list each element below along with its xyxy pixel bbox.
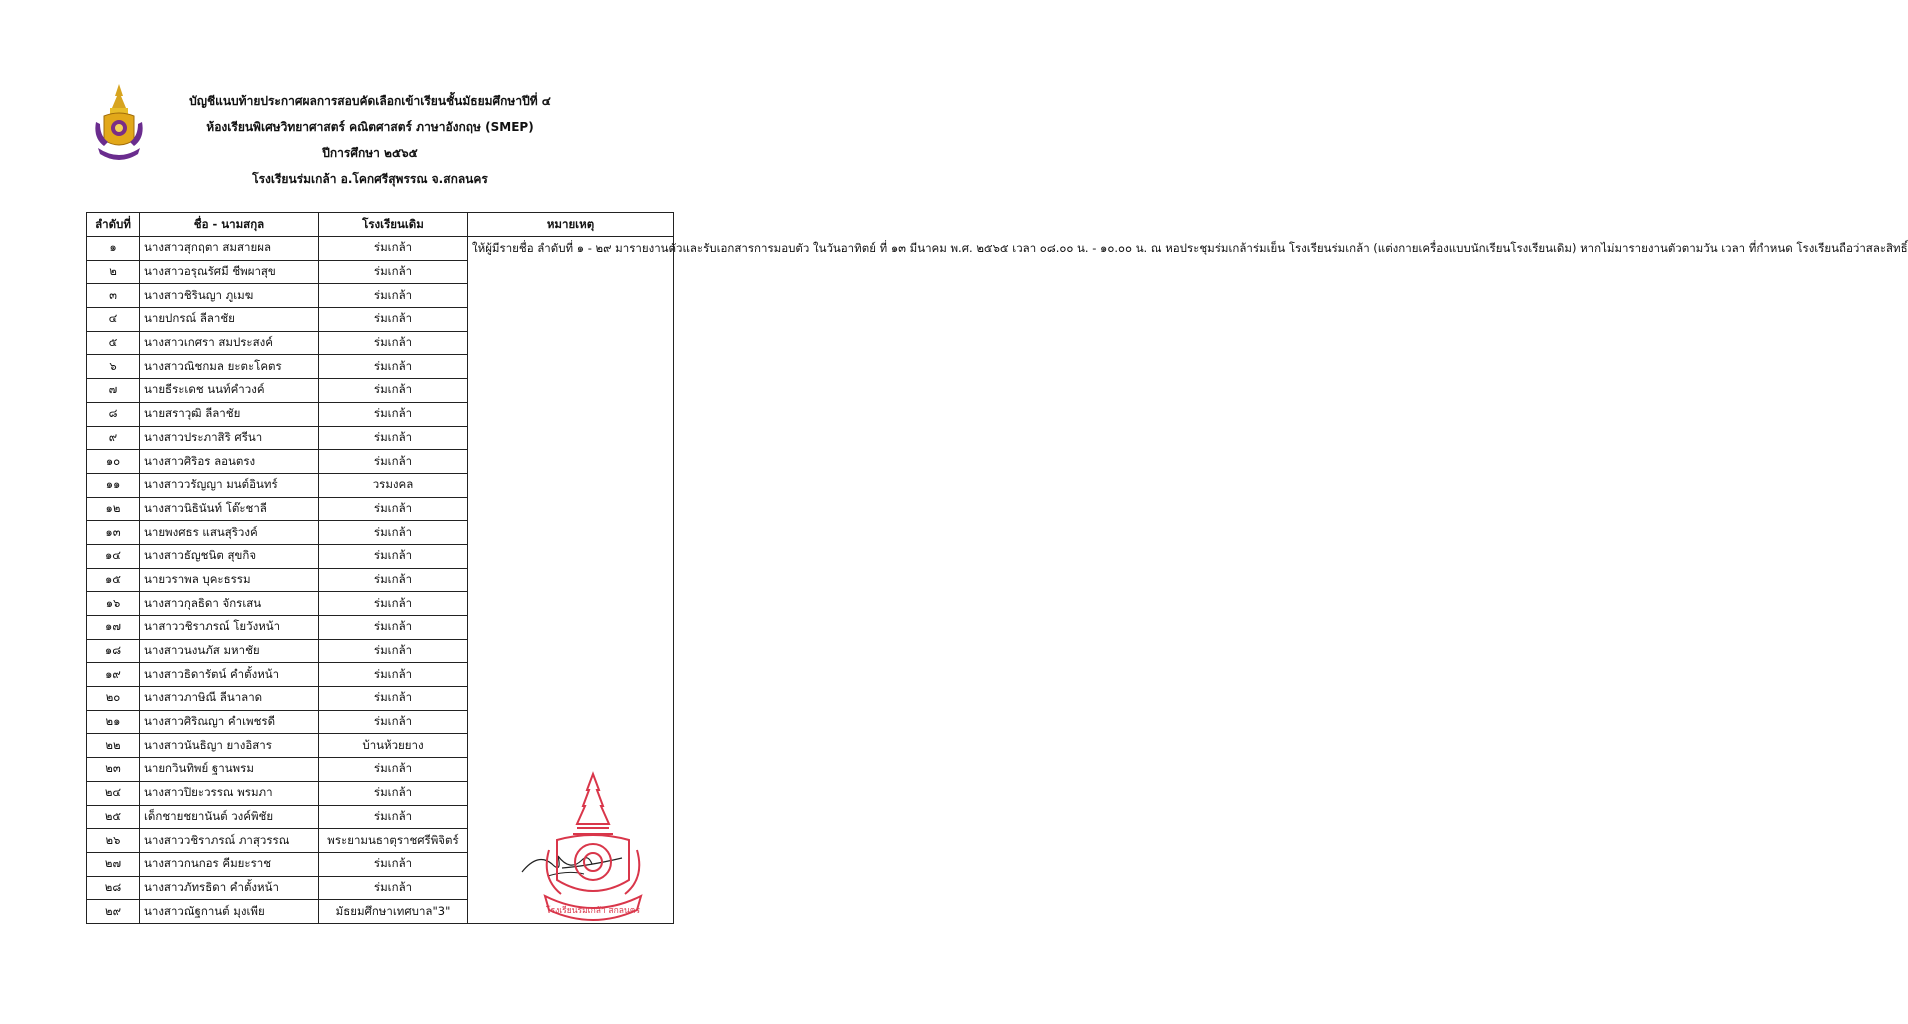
seal-text: โรงเรียนร่มเกล้า สกลนคร: [545, 906, 641, 916]
former-school: ร่มเกล้า: [319, 876, 468, 900]
school-crest-icon: [90, 82, 148, 164]
student-name: นางสาวณัฐกานต์ มุงเพีย: [140, 900, 319, 924]
row-number: ๑๓: [87, 521, 140, 545]
former-school: ร่มเกล้า: [319, 663, 468, 687]
former-school: ร่มเกล้า: [319, 521, 468, 545]
row-number: ๒๙: [87, 900, 140, 924]
row-number: ๑๖: [87, 592, 140, 616]
student-name: นางสาวณิชกมล ยะตะโคตร: [140, 355, 319, 379]
former-school: ร่มเกล้า: [319, 497, 468, 521]
row-number: ๒: [87, 260, 140, 284]
student-name: นางสาวเกศรา สมประสงค์: [140, 331, 319, 355]
student-name: นางสาวภาษิณี ลีนาลาด: [140, 687, 319, 711]
table-header-row: [87, 213, 674, 237]
student-name: นางสาววรัญญา มนต์อินทร์: [140, 473, 319, 497]
former-school: ร่มเกล้า: [319, 260, 468, 284]
header-line-3: ปีการศึกษา ๒๕๖๕: [322, 146, 418, 160]
student-name: นางสาวศิริอร ลอนตรง: [140, 450, 319, 474]
student-name: นางสาวประภาสิริ ศรีนา: [140, 426, 319, 450]
student-name: นายปกรณ์ ลีลาชัย: [140, 308, 319, 332]
former-school: ร่มเกล้า: [319, 852, 468, 876]
row-number: ๘: [87, 402, 140, 426]
former-school: ร่มเกล้า: [319, 710, 468, 734]
former-school: ร่มเกล้า: [319, 355, 468, 379]
former-school: ร่มเกล้า: [319, 592, 468, 616]
row-number: ๑๘: [87, 639, 140, 663]
former-school: ร่มเกล้า: [319, 781, 468, 805]
student-name: นางสาววชิราภรณ์ ภาสุวรรณ: [140, 829, 319, 853]
former-school: ร่มเกล้า: [319, 568, 468, 592]
document-header: [160, 88, 580, 192]
row-number: ๗: [87, 379, 140, 403]
note-cell: ให้ผู้มีรายชื่อ ลำดับที่ ๑ - ๒๙ มารายงานตัวและรับเอกสารการมอบตัว ในวันอาทิตย์ ที่ ๑๓ มีนาคม พ.ศ. ๒๕๖๕ เวลา ๐๘.๐๐ น. - ๑๐.๐๐ น. ณ หอประชุมร่มเกล้าร่มเย็น โรงเรียนร่มเกล้า (แต่งกายเครื่องแบบนักเรียนโรงเรียนเดิม) หากไม่มารายงานตัวตามวัน เวลา ที่กำหนด โรงเรียนถือว่าสละสิทธิ์: [468, 237, 674, 924]
row-number: ๕: [87, 331, 140, 355]
student-name: นางสาวธิดารัตน์ คำตั้งหน้า: [140, 663, 319, 687]
table-row: [87, 237, 674, 261]
row-number: ๑๕: [87, 568, 140, 592]
column-header-school: โรงเรียนเดิม: [319, 213, 468, 237]
row-number: ๑๗: [87, 616, 140, 640]
student-name: นางสาวชิรินญา ภูเมฆ: [140, 284, 319, 308]
row-number: ๒๐: [87, 687, 140, 711]
former-school: มัธยมศึกษาเทศบาล"3": [319, 900, 468, 924]
row-number: ๑๒: [87, 497, 140, 521]
former-school: บ้านห้วยยาง: [319, 734, 468, 758]
student-name: นางสาวภัทรธิดา คำตั้งหน้า: [140, 876, 319, 900]
former-school: ร่มเกล้า: [319, 758, 468, 782]
student-name: นางสาวปิยะวรรณ พรมภา: [140, 781, 319, 805]
student-name: นายสราวุฒิ ลีลาชัย: [140, 402, 319, 426]
header-line-1: บัญชีแนบท้ายประกาศผลการสอบคัดเลือกเข้าเรียนชั้นมัธยมศึกษาปีที่ ๔: [189, 94, 551, 108]
student-name: นางสาวกุลธิดา จักรเสน: [140, 592, 319, 616]
student-name: นางสาวนงนภัส มหาชัย: [140, 639, 319, 663]
student-name: เด็กชายชยานันต์ วงค์พิชัย: [140, 805, 319, 829]
row-number: ๑๔: [87, 544, 140, 568]
student-name: นางสาวธัญชนิต สุขกิจ: [140, 544, 319, 568]
former-school: ร่มเกล้า: [319, 687, 468, 711]
student-name: นางสาวสุกฤตา สมสายผล: [140, 237, 319, 261]
former-school: ร่มเกล้า: [319, 450, 468, 474]
former-school: วรมงคล: [319, 473, 468, 497]
row-number: ๒๖: [87, 829, 140, 853]
former-school: ร่มเกล้า: [319, 402, 468, 426]
former-school: ร่มเกล้า: [319, 805, 468, 829]
student-name: นางสาวกนกอร คีมยะราช: [140, 852, 319, 876]
row-number: ๑: [87, 237, 140, 261]
former-school: ร่มเกล้า: [319, 639, 468, 663]
row-number: ๑๐: [87, 450, 140, 474]
student-name: นางสาวศิริณญา คำเพชรดี: [140, 710, 319, 734]
former-school: พระยามนธาตุราชศรีพิจิตร์: [319, 829, 468, 853]
student-name: นายธีระเดช นนท์คำวงค์: [140, 379, 319, 403]
row-number: ๒๒: [87, 734, 140, 758]
row-number: ๑๑: [87, 473, 140, 497]
row-number: ๒๑: [87, 710, 140, 734]
column-header-note: หมายเหตุ: [468, 213, 674, 237]
student-name: นางสาวนิธินันท์ โต๊ะชาลี: [140, 497, 319, 521]
column-header-number: ลำดับที่: [87, 213, 140, 237]
header-line-4: โรงเรียนร่มเกล้า อ.โคกศรีสุพรรณ จ.สกลนคร: [252, 172, 488, 186]
column-header-name: ชื่อ - นามสกุล: [140, 213, 319, 237]
student-name: นางสาวอรุณรัศมี ชีพผาสุข: [140, 260, 319, 284]
student-name: นางสาวนันธิญา ยางอิสาร: [140, 734, 319, 758]
row-number: ๓: [87, 284, 140, 308]
row-number: ๒๕: [87, 805, 140, 829]
student-name: นายกวินทิพย์ ฐานพรม: [140, 758, 319, 782]
student-name: นายพงศธร แสนสุริวงค์: [140, 521, 319, 545]
header-line-2: ห้องเรียนพิเศษวิทยาศาสตร์ คณิตศาสตร์ ภาษาอังกฤษ (SMEP): [206, 120, 534, 134]
student-name: นายวราพล บุคะธรรม: [140, 568, 319, 592]
student-name: นาสาววชิราภรณ์ โยวังหน้า: [140, 616, 319, 640]
former-school: ร่มเกล้า: [319, 379, 468, 403]
row-number: ๑๙: [87, 663, 140, 687]
former-school: ร่มเกล้า: [319, 237, 468, 261]
school-seal-icon: [537, 770, 649, 930]
former-school: ร่มเกล้า: [319, 616, 468, 640]
row-number: ๒๔: [87, 781, 140, 805]
row-number: ๒๗: [87, 852, 140, 876]
row-number: ๖: [87, 355, 140, 379]
former-school: ร่มเกล้า: [319, 426, 468, 450]
row-number: ๒๓: [87, 758, 140, 782]
row-number: ๙: [87, 426, 140, 450]
former-school: ร่มเกล้า: [319, 284, 468, 308]
row-number: ๒๘: [87, 876, 140, 900]
row-number: ๔: [87, 308, 140, 332]
former-school: ร่มเกล้า: [319, 544, 468, 568]
former-school: ร่มเกล้า: [319, 331, 468, 355]
former-school: ร่มเกล้า: [319, 308, 468, 332]
